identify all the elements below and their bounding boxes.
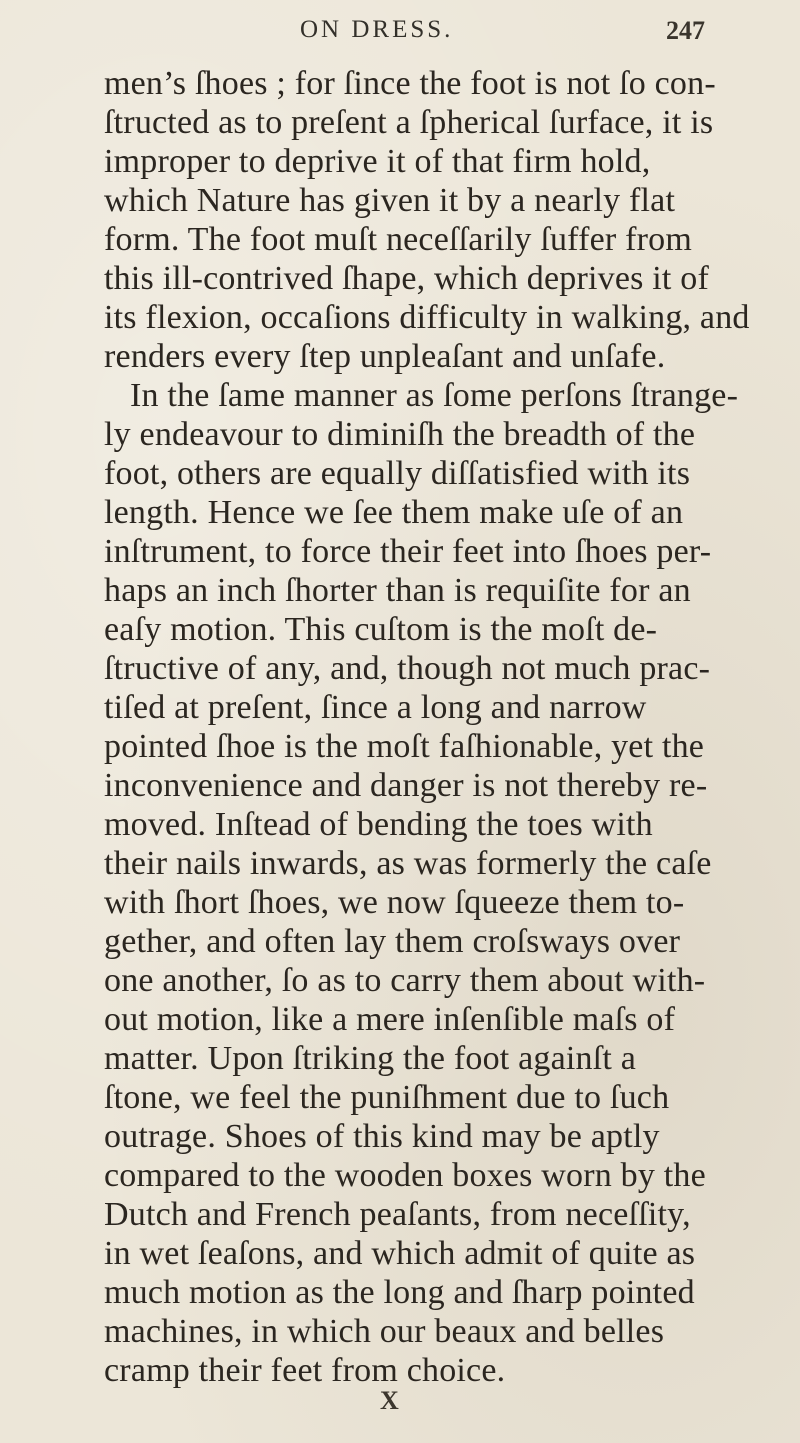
text-line: renders every ſtep unpleaſant and unſafe. (104, 338, 666, 375)
text-line: much motion as the long and ſharp pointed (104, 1274, 695, 1311)
text-line: outrage. Shoes of this kind may be aptly (104, 1118, 660, 1155)
page-number: 247 (666, 16, 705, 45)
text-line: ly endeavour to diminiſh the breadth of the (104, 416, 696, 453)
text-line: foot, others are equally diſſatisfied with its (104, 455, 691, 492)
text-line: pointed ſhoe is the moſt faſhionable, yet the (104, 728, 705, 765)
text-line: in wet ſeaſons, and which admit of quite as (104, 1235, 696, 1272)
text-line: form. The foot muſt neceſſarily ſuffer from (104, 221, 692, 258)
text-line: inſtrument, to force their feet into ſhoes per- (104, 533, 712, 570)
text-line: one another, ſo as to carry them about with- (104, 962, 706, 999)
text-line: their nails inwards, as was formerly the caſe (104, 845, 712, 882)
text-line: this ill-contrived ſhape, which deprives it of (104, 260, 709, 297)
text-line: with ſhort ſhoes, we now ſqueeze them to- (104, 884, 685, 921)
running-title: ON DRESS. (300, 16, 454, 43)
text-line: its flexion, occaſions difficulty in walking, and (104, 299, 750, 336)
text-line: inconvenience and danger is not thereby re- (104, 767, 708, 804)
text-line: compared to the wooden boxes worn by the (104, 1157, 706, 1194)
text-line: length. Hence we ſee them make uſe of an (104, 494, 684, 531)
text-line: improper to deprive it of that firm hold, (104, 143, 651, 180)
text-line: matter. Upon ſtriking the foot againſt a (104, 1040, 637, 1077)
text-line: In the ſame manner as ſome perſons ſtrange- (130, 377, 739, 414)
text-line: which Nature has given it by a nearly flat (104, 182, 676, 219)
text-line: ſtructed as to preſent a ſpherical ſurface, it is (104, 104, 714, 141)
text-line: tiſed at preſent, ſince a long and narrow (104, 689, 647, 726)
text-line: cramp their feet from choice. (104, 1352, 506, 1389)
text-line: haps an inch ſhorter than is requiſite for an (104, 572, 691, 609)
text-line: ſtructive of any, and, though not much prac- (104, 650, 711, 687)
signature-mark: X (380, 1386, 399, 1415)
text-line: out motion, like a mere inſenſible maſs of (104, 1001, 676, 1038)
text-line: men’s ſhoes ; for ſince the foot is not ſo con- (104, 65, 716, 102)
text-line: machines, in which our beaux and belles (104, 1313, 665, 1350)
text-line: Dutch and French peaſants, from neceſſity, (104, 1196, 691, 1233)
text-line: moved. Inſtead of bending the toes with (104, 806, 653, 843)
running-head (0, 16, 800, 56)
text-line: ſtone, we feel the puniſhment due to ſuch (104, 1079, 670, 1116)
text-line: gether, and often lay them croſsways over (104, 923, 681, 960)
text-line: eaſy motion. This cuſtom is the moſt de- (104, 611, 658, 648)
